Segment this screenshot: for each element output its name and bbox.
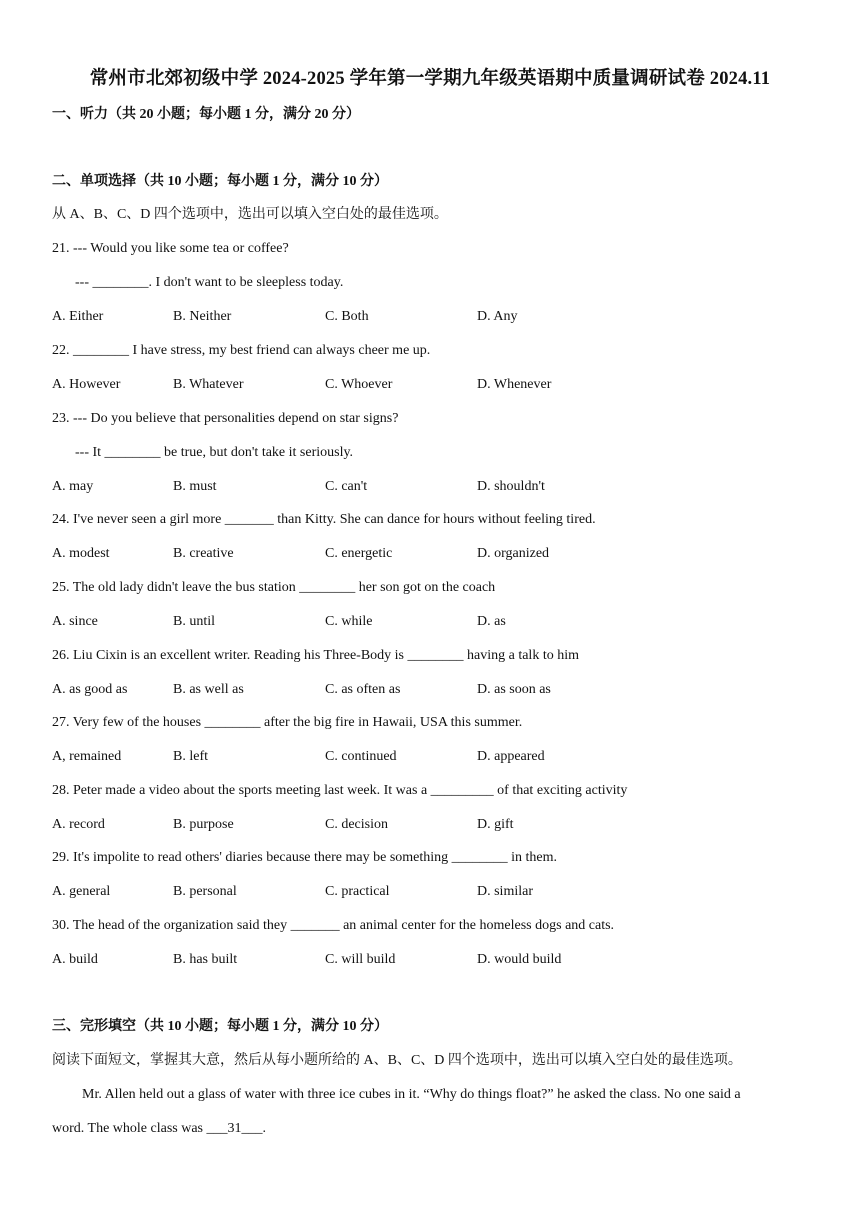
question-24-option-a: A. modest bbox=[52, 546, 110, 561]
question-22-option-b: B. Whatever bbox=[173, 377, 244, 392]
question-27-option-a: A, remained bbox=[52, 749, 122, 764]
question-26-option-d: D. as soon as bbox=[477, 682, 551, 697]
question-26-option-b: B. as well as bbox=[173, 682, 244, 697]
question-23-option-a: A. may bbox=[52, 479, 94, 494]
question-23-option-d: D. shouldn't bbox=[477, 479, 545, 494]
question-22-option-a: A. However bbox=[52, 377, 121, 392]
question-21-option-a: A. Either bbox=[52, 309, 104, 324]
question-22-stem: 22. ________ I have stress, my best friend can always cheer me up. bbox=[52, 343, 431, 358]
question-30-stem: 30. The head of the organization said they _______ an animal center for the homeless dogs and cats. bbox=[52, 918, 615, 933]
question-21-option-c: C. Both bbox=[325, 309, 369, 324]
question-23-response: --- It ________ be true, but don't take it seriously. bbox=[75, 445, 354, 460]
question-27-stem: 27. Very few of the houses ________ after the big fire in Hawaii, USA this summer. bbox=[52, 715, 523, 730]
question-29-option-c: C. practical bbox=[325, 884, 390, 899]
question-27-option-b: B. left bbox=[173, 749, 208, 764]
question-24-stem: 24. I've never seen a girl more _______ than Kitty. She can dance for hours without feeling tired. bbox=[52, 512, 596, 527]
question-27-option-d: D. appeared bbox=[477, 749, 545, 764]
question-25-stem: 25. The old lady didn't leave the bus station ________ her son got on the coach bbox=[52, 580, 496, 595]
question-21-option-d: D. Any bbox=[477, 309, 518, 324]
question-25-option-a: A. since bbox=[52, 614, 98, 629]
question-24-option-b: B. creative bbox=[173, 546, 234, 561]
question-23-option-b: B. must bbox=[173, 479, 217, 494]
question-21-option-b: B. Neither bbox=[173, 309, 232, 324]
section-cloze-heading: 三、完形填空（共 10 小题；每小题 1 分，满分 10 分） bbox=[52, 1019, 388, 1034]
question-29-option-b: B. personal bbox=[173, 884, 237, 899]
question-27-option-c: C. continued bbox=[325, 749, 397, 764]
question-25-option-b: B. until bbox=[173, 614, 216, 629]
question-23-stem: 23. --- Do you believe that personalities depend on star signs? bbox=[52, 411, 399, 426]
section-cloze-instructions: 阅读下面短文，掌握其大意，然后从每小题所给的 A、B、C、D 四个选项中，选出可以填入空白处的最佳选项。 bbox=[52, 1053, 742, 1068]
question-29-stem: 29. It's impolite to read others' diaries because there may be something ________ in them. bbox=[52, 850, 558, 865]
question-28-stem: 28. Peter made a video about the sports meeting last week. It was a _________ of that exciting activity bbox=[52, 783, 628, 798]
question-25-option-c: C. while bbox=[325, 614, 373, 629]
question-22-option-c: C. Whoever bbox=[325, 377, 393, 392]
question-29-option-a: A. general bbox=[52, 884, 111, 899]
question-28-option-d: D. gift bbox=[477, 817, 514, 832]
section-single-choice-instructions: 从 A、B、C、D 四个选项中，选出可以填入空白处的最佳选项。 bbox=[52, 207, 448, 222]
passage-line-1: Mr. Allen held out a glass of water with three ice cubes in it. “Why do things float?” he asked the class. No one said a bbox=[82, 1087, 741, 1102]
question-26-stem: 26. Liu Cixin is an excellent writer. Reading his Three-Body is ________ having a talk to him bbox=[52, 648, 579, 663]
question-26-option-a: A. as good as bbox=[52, 682, 128, 697]
question-30-option-a: A. build bbox=[52, 952, 98, 967]
section-listening-heading: 一、听力（共 20 小题；每小题 1 分，满分 20 分） bbox=[52, 107, 360, 122]
question-23-option-c: C. can't bbox=[325, 479, 368, 494]
passage-line-2: word. The whole class was ___31___. bbox=[52, 1121, 266, 1136]
question-28-option-c: C. decision bbox=[325, 817, 388, 832]
question-22-option-d: D. Whenever bbox=[477, 377, 552, 392]
section-single-choice-heading: 二、单项选择（共 10 小题；每小题 1 分，满分 10 分） bbox=[52, 174, 388, 189]
question-24-option-d: D. organized bbox=[477, 546, 550, 561]
question-30-option-d: D. would build bbox=[477, 952, 562, 967]
question-29-option-d: D. similar bbox=[477, 884, 533, 899]
question-26-option-c: C. as often as bbox=[325, 682, 401, 697]
question-30-option-c: C. will build bbox=[325, 952, 396, 967]
question-21-stem: 21. --- Would you like some tea or coffee? bbox=[52, 241, 289, 256]
question-21-response: --- ________. I don't want to be sleepless today. bbox=[75, 275, 344, 290]
page-title: 常州市北郊初级中学 2024-2025 学年第一学期九年级英语期中质量调研试卷 2024.11 bbox=[89, 69, 771, 89]
question-28-option-a: A. record bbox=[52, 817, 105, 832]
question-24-option-c: C. energetic bbox=[325, 546, 393, 561]
question-25-option-d: D. as bbox=[477, 614, 506, 629]
question-28-option-b: B. purpose bbox=[173, 817, 234, 832]
question-30-option-b: B. has built bbox=[173, 952, 238, 967]
